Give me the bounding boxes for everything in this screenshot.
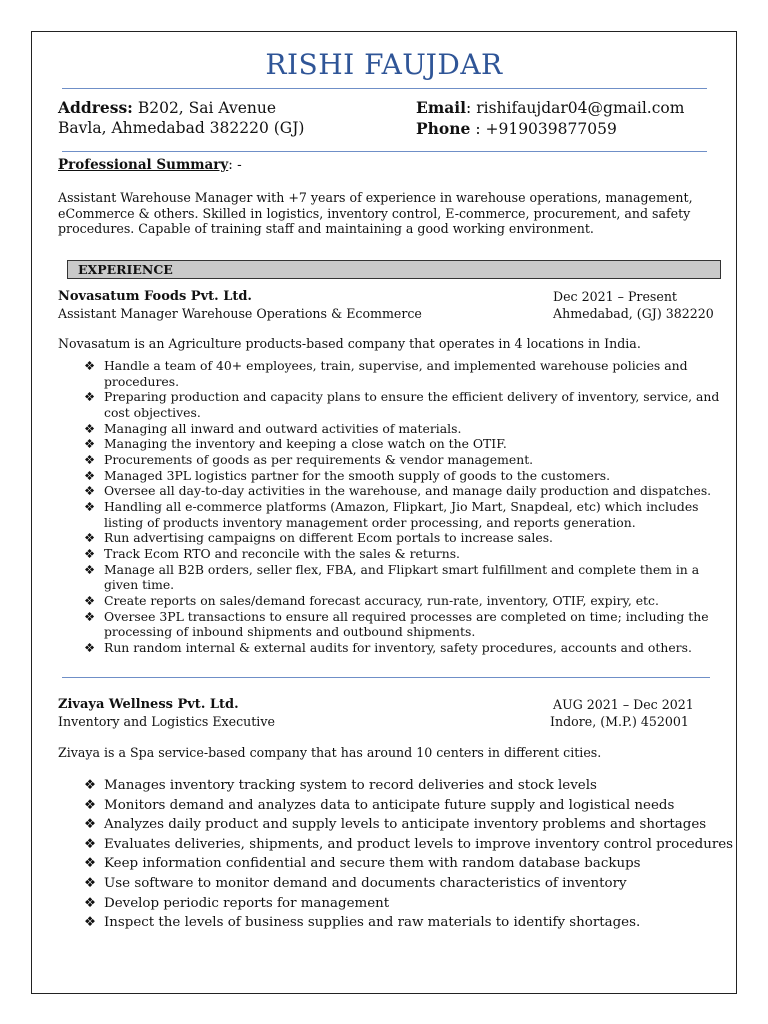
divider [62, 88, 707, 89]
list-item [84, 894, 724, 914]
list-item [84, 468, 730, 484]
job-description: Novasatum is an Agriculture products-based company that operates in 4 locations in India. [58, 336, 641, 351]
job-company: Novasatum Foods Pvt. Ltd. [58, 289, 252, 304]
list-item [84, 452, 730, 468]
list-item [84, 389, 730, 420]
bullet-text: Manage all B2B orders, seller flex, FBA, and Flipkart smart fulfillment and complete them in a given time. [104, 561, 700, 593]
address-value: B202, Sai Avenue [132, 99, 277, 117]
bullet-text: Handling all e-commerce platforms (Amazon, Flipkart, Jio Mart, Snapdeal, etc) which includes listing of products inventory management order processing, and reports generation. [104, 498, 699, 530]
address-label: Address: [58, 98, 133, 117]
diamond-bullet-icon: ❖ [84, 561, 96, 577]
list-item [84, 913, 724, 933]
diamond-bullet-icon: ❖ [84, 895, 97, 911]
list-item [84, 776, 724, 796]
phone-line [416, 119, 617, 138]
diamond-bullet-icon: ❖ [84, 451, 96, 467]
bullet-text: Preparing production and capacity plans to ensure the efficient delivery of inventory, service, and cost objectives. [104, 389, 720, 420]
diamond-bullet-icon: ❖ [84, 545, 96, 561]
job-company: Zivaya Wellness Pvt. Ltd. [58, 697, 239, 712]
divider [62, 151, 707, 152]
bullet-text: Monitors demand and analyzes data to anticipate future supply and logistical needs [104, 797, 675, 813]
experience-section-bar [67, 260, 721, 279]
bullet-text: Oversee all day-to-day activities in the warehouse, and manage daily production and dispatches. [104, 483, 712, 499]
diamond-bullet-icon: ❖ [84, 592, 96, 608]
list-item [84, 874, 724, 894]
diamond-bullet-icon: ❖ [84, 817, 97, 833]
diamond-bullet-icon: ❖ [84, 639, 96, 655]
email-line [416, 98, 684, 117]
list-item [84, 640, 730, 656]
bullet-text: Oversee 3PL transactions to ensure all required processes are completed on time; including the processing of inbound shipments and outbound shipments. [104, 608, 709, 640]
diamond-bullet-icon: ❖ [84, 915, 97, 931]
list-item [84, 835, 734, 855]
list-item [84, 358, 730, 389]
diamond-bullet-icon: ❖ [84, 483, 96, 499]
list-item [84, 796, 724, 816]
list-item [84, 483, 730, 499]
list-item [84, 854, 724, 874]
job-bullet-list [84, 776, 734, 933]
address-line-2: Bavla, Ahmedabad 382220 (GJ) [58, 119, 305, 137]
summary-text: Assistant Warehouse Manager with +7 years of experience in warehouse operations, management, eCommerce & others. Skilled in logistics, inventory control, E-commerce, procurement, and safety procedures. Capable of training staff and maintaining a good working environment. [58, 190, 693, 237]
summary-heading [58, 157, 242, 173]
bullet-text: Inspect the levels of business supplies and raw materials to identify shortages. [104, 915, 641, 931]
diamond-bullet-icon: ❖ [84, 436, 96, 452]
bullet-text: Managing all inward and outward activities of materials. [104, 420, 462, 436]
bullet-text: Procurements of goods as per requirements & vendor management. [104, 451, 534, 467]
list-item [84, 609, 730, 640]
job-bullet-list [84, 358, 730, 655]
job-location: Ahmedabad, (GJ) 382220 [553, 306, 714, 321]
bullet-text: Create reports on sales/demand forecast accuracy, run-rate, inventory, OTIF, expiry, etc. [104, 592, 659, 608]
email-label: Email [416, 98, 467, 117]
bullet-text: Track Ecom RTO and reconcile with the sales & returns. [104, 545, 460, 561]
diamond-bullet-icon: ❖ [84, 358, 96, 373]
job-role: Assistant Manager Warehouse Operations & Ecommerce [58, 306, 422, 321]
bullet-text: Run advertising campaigns on different Ecom portals to increase sales. [104, 530, 553, 546]
bullet-text: Handle a team of 40+ employees, train, supervise, and implemented warehouse policies and procedures. [104, 358, 688, 389]
list-item [84, 562, 730, 593]
phone-label: Phone [416, 119, 471, 138]
job-dates: AUG 2021 – Dec 2021 [553, 697, 694, 712]
diamond-bullet-icon: ❖ [84, 778, 97, 793]
job-dates: Dec 2021 – Present [553, 289, 677, 304]
diamond-bullet-icon: ❖ [84, 530, 96, 546]
job-role: Inventory and Logistics Executive [58, 714, 275, 729]
list-item [84, 815, 724, 835]
diamond-bullet-icon: ❖ [84, 875, 97, 891]
bullet-text: Manages inventory tracking system to record deliveries and stock levels [104, 778, 597, 793]
bullet-text: Managing the inventory and keeping a close watch on the OTIF. [104, 436, 507, 452]
job-description: Zivaya is a Spa service-based company that has around 10 centers in different cities. [58, 745, 602, 760]
address-line-1 [58, 98, 276, 117]
bullet-text: Analyzes daily product and supply levels to anticipate inventory problems and shortages [104, 817, 707, 833]
list-item [84, 436, 730, 452]
divider [62, 677, 710, 678]
list-item [84, 421, 730, 437]
list-item [84, 499, 730, 530]
diamond-bullet-icon: ❖ [84, 467, 96, 483]
list-item [84, 546, 730, 562]
diamond-bullet-icon: ❖ [84, 498, 96, 514]
diamond-bullet-icon: ❖ [84, 836, 97, 852]
bullet-text: Evaluates deliveries, shipments, and product levels to improve inventory control procedures [104, 836, 734, 852]
candidate-name: RISHI FAUJDAR [265, 48, 503, 81]
bullet-text: Managed 3PL logistics partner for the smooth supply of goods to the customers. [104, 467, 611, 483]
job-location: Indore, (M.P.) 452001 [550, 714, 689, 729]
diamond-bullet-icon: ❖ [84, 420, 96, 436]
email-value: : rishifaujdar04@gmail.com [466, 99, 685, 117]
summary-heading-tail: : - [228, 157, 242, 173]
diamond-bullet-icon: ❖ [84, 389, 96, 405]
summary-heading-text: Professional Summary [58, 157, 229, 173]
diamond-bullet-icon: ❖ [84, 856, 97, 872]
bullet-text: Develop periodic reports for management [104, 895, 390, 911]
phone-value: : +919039877059 [470, 120, 617, 138]
diamond-bullet-icon: ❖ [84, 797, 97, 813]
bullet-text: Use software to monitor demand and documents characteristics of inventory [104, 875, 627, 891]
bullet-text: Keep information confidential and secure them with random database backups [104, 856, 641, 872]
experience-heading: EXPERIENCE [78, 262, 173, 277]
list-item [84, 530, 730, 546]
bullet-text: Run random internal & external audits for inventory, safety procedures, accounts and others. [104, 639, 692, 655]
list-item [84, 593, 730, 609]
diamond-bullet-icon: ❖ [84, 608, 96, 624]
